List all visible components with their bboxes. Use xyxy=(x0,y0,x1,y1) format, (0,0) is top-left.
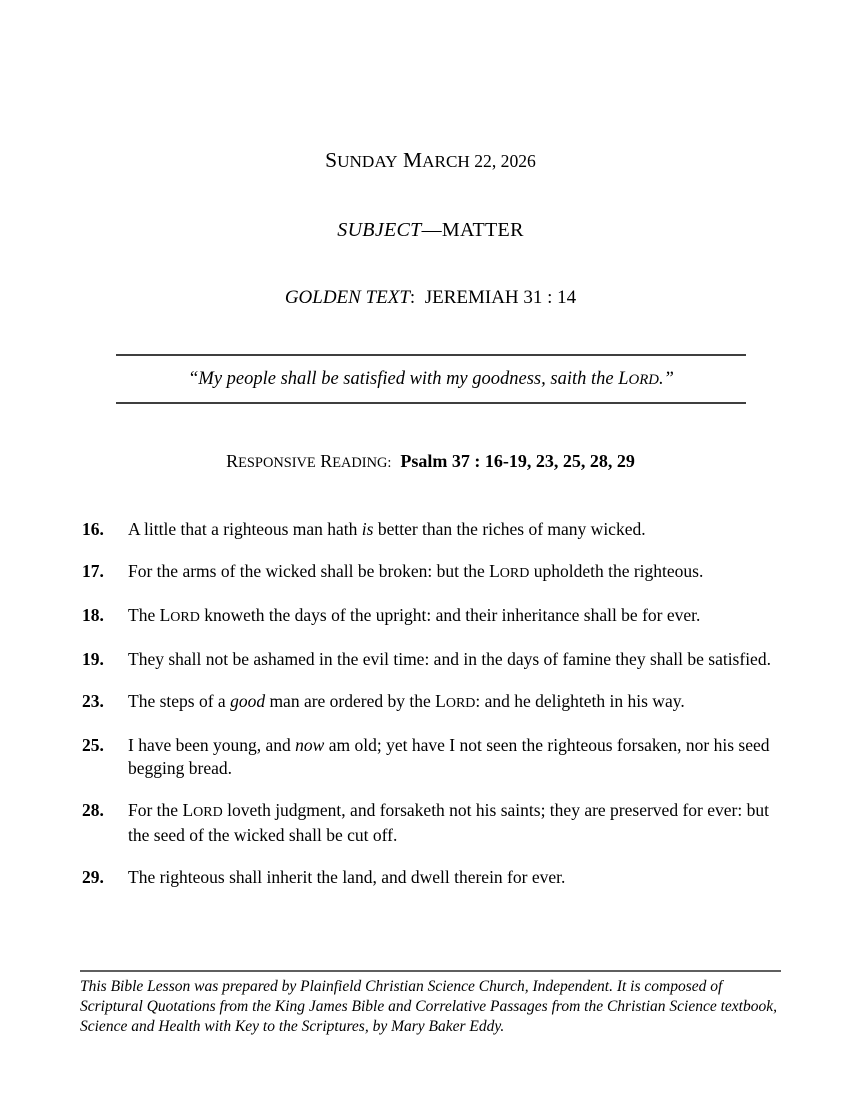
text-segment: ESPONSIVE xyxy=(238,455,316,471)
text-segment: am old; yet have I not seen the righteous forsaken, nor his seed begging bread. xyxy=(128,735,770,778)
date-heading xyxy=(80,148,781,173)
text-segment: is xyxy=(361,519,374,539)
verse-text xyxy=(128,648,774,671)
text-segment: The steps of a xyxy=(128,691,231,711)
text-segment: EADING: xyxy=(332,455,392,471)
verse-item-28 xyxy=(82,799,774,847)
verse-item-29 xyxy=(82,866,774,889)
verse-number: 18. xyxy=(82,605,104,625)
text-segment: The righteous shall inherit the land, and dwell therein for ever. xyxy=(128,867,566,887)
verse-item-23 xyxy=(82,690,774,715)
text-segment: good xyxy=(230,691,266,711)
text-segment: M xyxy=(397,148,423,172)
text-segment: ORD xyxy=(445,696,476,711)
text-segment: SUBJECT xyxy=(337,219,422,241)
verse-number: 29. xyxy=(82,867,104,887)
text-segment: now xyxy=(295,735,325,755)
text-segment: upholdeth the righteous. xyxy=(529,561,704,581)
text-segment: Psalm 37 : 16-19, 23, 25, 28, 29 xyxy=(400,451,635,471)
footer-text: This Bible Lesson was prepared by Plainfield Christian Science Church, Independent. It is composed of Scriptural Quotations from the King James Bible and Correlative Passages from the Christian Science textbook, Science and Health with Key to the Scriptures, by Mary Baker Eddy. xyxy=(80,978,777,1035)
text-segment: For the L xyxy=(128,800,194,820)
text-segment: S xyxy=(325,148,338,172)
footer-note xyxy=(80,970,781,1037)
text-segment: For the arms of the wicked shall be broken: but the L xyxy=(128,561,500,581)
verse-text xyxy=(128,604,774,629)
verse-number: 28. xyxy=(82,800,104,820)
text-segment: better than the riches of many wicked. xyxy=(373,519,646,539)
text-segment: R xyxy=(315,451,333,471)
verse-item-17 xyxy=(82,560,774,585)
golden-text-quote-box xyxy=(116,354,746,404)
verse-text xyxy=(128,560,774,585)
text-segment: ARCH xyxy=(422,152,470,171)
text-segment: I have been young, and xyxy=(128,735,296,755)
text-segment: MATTER xyxy=(441,219,524,241)
verse-item-19 xyxy=(82,648,774,671)
text-segment: ORD xyxy=(628,371,659,388)
verse-text xyxy=(128,734,774,780)
text-segment: man are ordered by the L xyxy=(265,691,446,711)
text-segment: They shall not be ashamed in the evil time: and in the days of famine they shall be satisfied. xyxy=(128,649,771,669)
text-segment: : and he delighteth in his way. xyxy=(475,691,685,711)
verse-number: 16. xyxy=(82,519,104,539)
text-segment: knoweth the days of the upright: and their inheritance shall be for ever. xyxy=(199,605,701,625)
text-segment: ORD xyxy=(170,610,200,625)
verse-number: 19. xyxy=(82,649,104,669)
verse-text xyxy=(128,799,774,847)
text-segment: UNDAY xyxy=(337,152,398,171)
text-segment: loveth judgment, and forsaketh not his saints; they are preserved for ever: but the seed of the wicked shall be cut off. xyxy=(128,800,769,845)
verse-text xyxy=(128,866,774,889)
responsive-reading-verses xyxy=(82,518,774,908)
verse-text xyxy=(128,518,774,541)
text-segment: GOLDEN TEXT xyxy=(284,287,410,308)
text-segment: “My people shall be satisfied with my goodness, saith the L xyxy=(188,368,629,389)
text-segment: ORD xyxy=(499,566,530,581)
verse-item-25 xyxy=(82,734,774,780)
verse-text xyxy=(128,690,774,715)
responsive-reading-heading xyxy=(80,451,781,472)
verse-item-16 xyxy=(82,518,774,541)
verse-number: 25. xyxy=(82,735,104,755)
verse-number: 17. xyxy=(82,561,104,581)
text-segment: ORD xyxy=(193,805,223,820)
text-segment: — xyxy=(421,219,442,241)
text-segment: .” xyxy=(658,368,674,389)
text-segment: R xyxy=(226,451,239,471)
verse-item-18 xyxy=(82,604,774,629)
golden-text-quote xyxy=(188,369,674,390)
text-segment: The L xyxy=(128,605,171,625)
subject-heading xyxy=(80,219,781,242)
verse-number: 23. xyxy=(82,691,104,711)
text-segment: : JEREMIAH 31 : 14 xyxy=(409,287,577,308)
text-segment: 22, 2026 xyxy=(469,151,536,171)
golden-text-heading xyxy=(80,287,781,309)
text-segment: A little that a righteous man hath xyxy=(128,519,362,539)
